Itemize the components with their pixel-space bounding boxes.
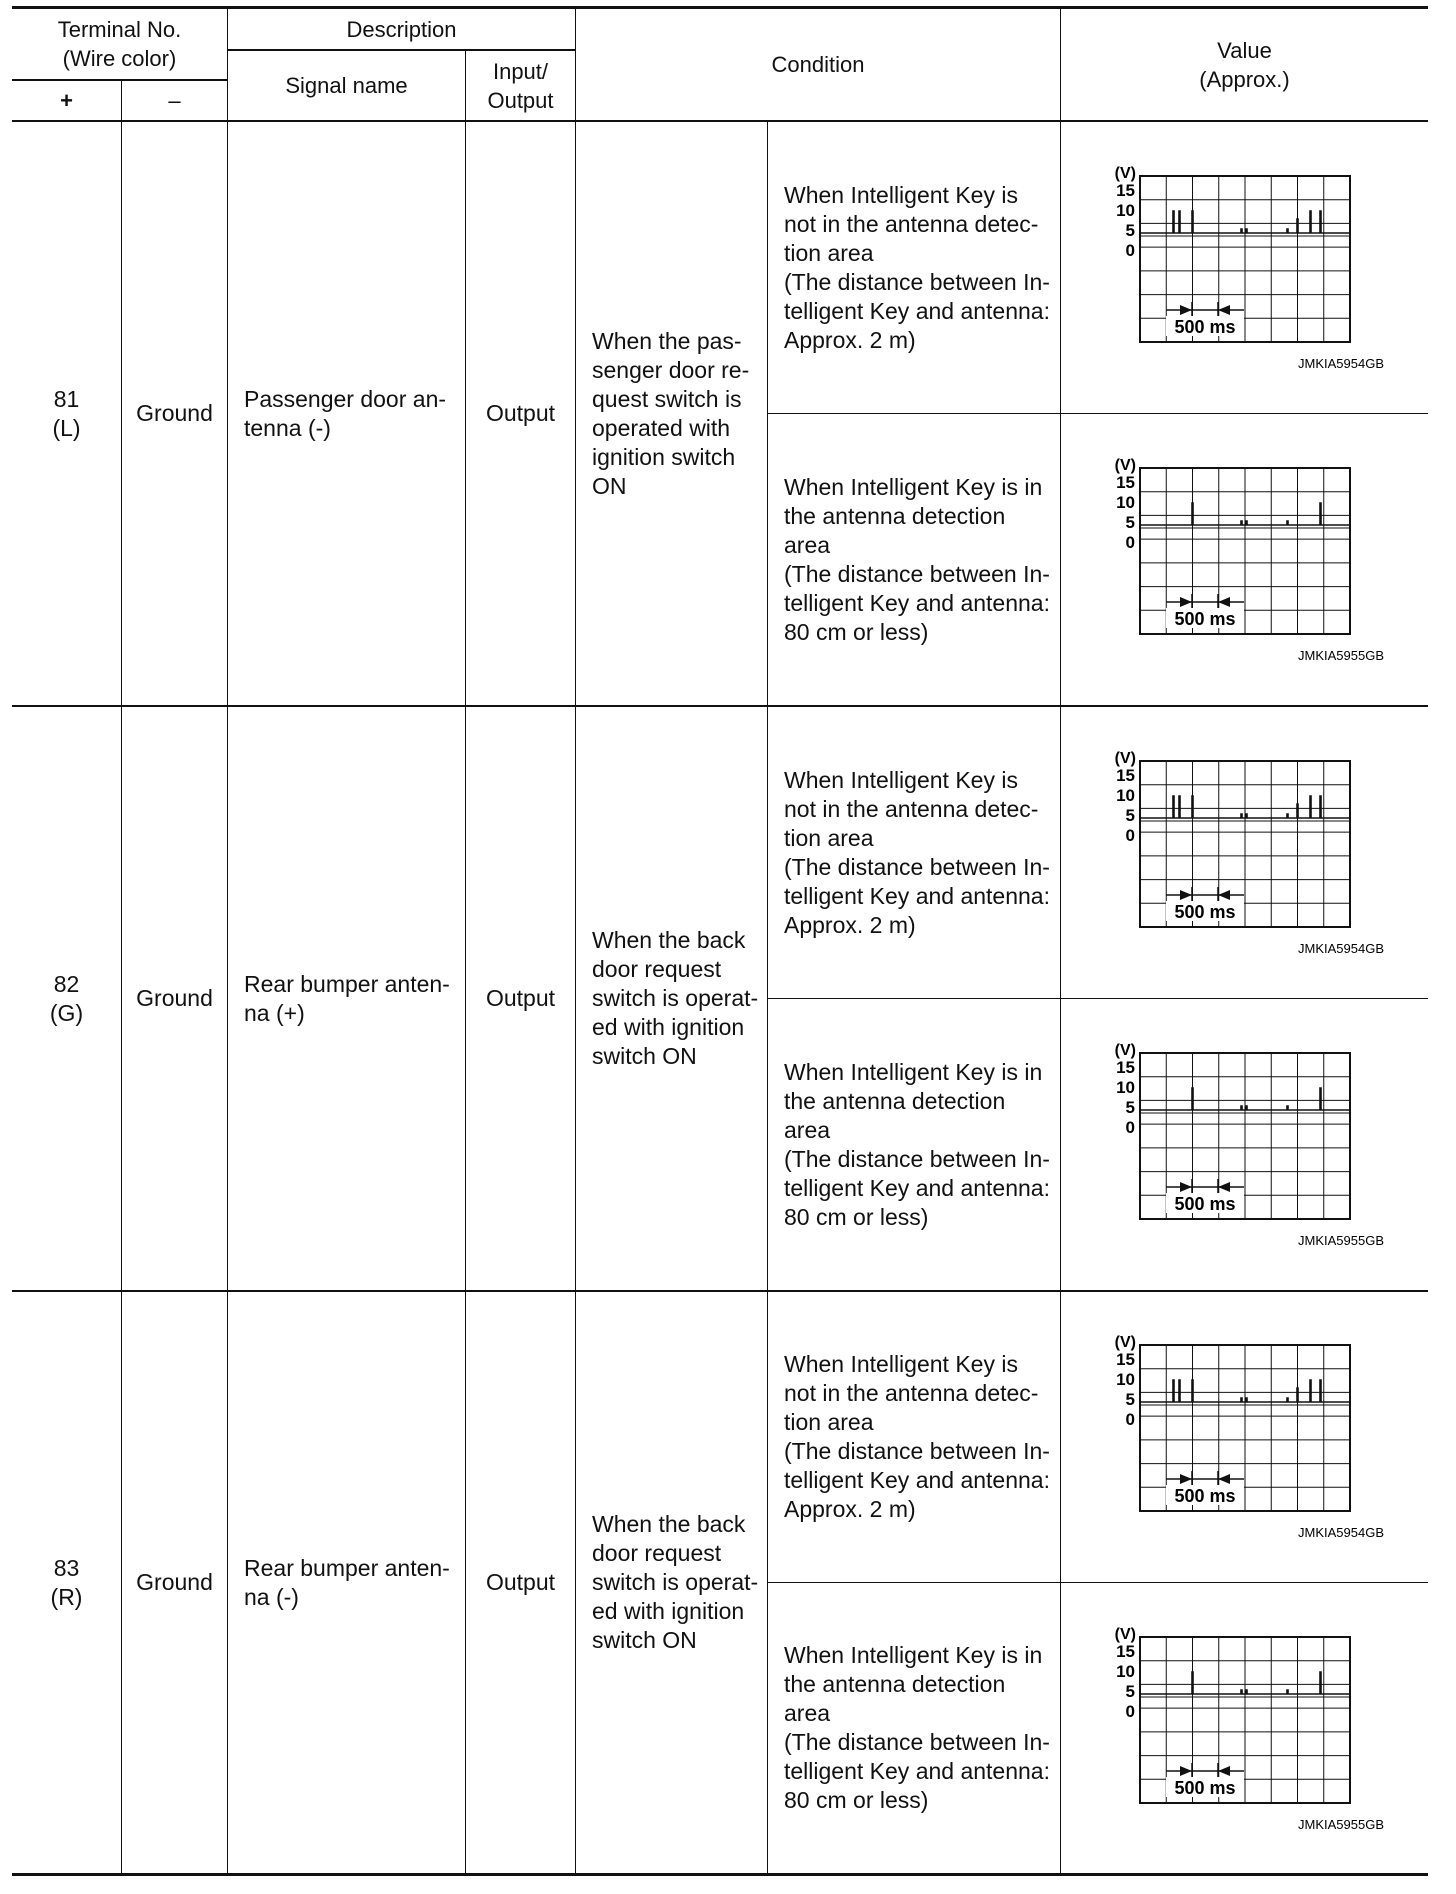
row-82-sub-2-condition: When Intelligent Key is in the antenna detection area (The distance between In- telligent Key and antenna: 80 cm or less) xyxy=(784,1058,1050,1230)
row-83-terminal: 83 (R) xyxy=(50,1554,83,1610)
header-value: Value (Approx.) xyxy=(1199,37,1290,92)
waveform-y-tick: 0 xyxy=(1125,1410,1135,1429)
waveform-y-tick: 10 xyxy=(1116,786,1135,805)
waveform-y-tick: 5 xyxy=(1125,1682,1135,1701)
waveform-y-tick: 10 xyxy=(1116,1078,1135,1097)
row-81-sub-1-condition: When Intelligent Key is not in the antenna detec- tion area (The distance between In- telligent Key and antenna: Approx. 2 m) xyxy=(784,181,1050,353)
row-83-io: Output xyxy=(485,1569,556,1595)
waveform-83-not-in-area xyxy=(1090,1329,1390,1544)
waveform-unit-label: (V) xyxy=(1114,1626,1136,1643)
figure-code: JMKIA5954GB xyxy=(1298,356,1384,370)
bottom-rule xyxy=(12,1873,1428,1876)
col-line-value xyxy=(1060,6,1061,1874)
row-81-signal: Passenger door an- tenna (-) xyxy=(244,385,447,441)
figure-code: JMKIA5954GB xyxy=(1298,1525,1384,1539)
waveform-y-tick: 15 xyxy=(1116,181,1135,200)
row-82-signal: Rear bumper anten- na (+) xyxy=(244,970,450,1026)
time-scale-label: 500 ms xyxy=(1174,317,1236,337)
waveform-y-tick: 15 xyxy=(1116,1058,1135,1077)
time-scale-label: 500 ms xyxy=(1174,1194,1236,1214)
figure-code: JMKIA5955GB xyxy=(1298,1817,1384,1831)
waveform-83-in-area xyxy=(1090,1621,1390,1836)
row-82-condition: When the back door request switch is operat- ed with ignition switch ON xyxy=(592,927,759,1069)
figure-code: JMKIA5954GB xyxy=(1298,941,1384,955)
waveform-y-tick: 0 xyxy=(1125,1702,1135,1721)
waveform-y-tick: 10 xyxy=(1116,493,1135,512)
waveform-82-in-area xyxy=(1090,1037,1390,1252)
figure-code: JMKIA5955GB xyxy=(1298,648,1384,662)
waveform-unit-label: (V) xyxy=(1114,750,1136,767)
header-description: Description xyxy=(346,16,457,42)
waveform-y-tick: 5 xyxy=(1125,1098,1135,1117)
waveform-y-tick: 10 xyxy=(1116,201,1135,220)
waveform-y-tick: 5 xyxy=(1125,1390,1135,1409)
row-83-signal: Rear bumper anten- na (-) xyxy=(244,1554,450,1610)
row-81-sub-2-condition: When Intelligent Key is in the antenna detection area (The distance between In- telligent Key and antenna: 80 cm or less) xyxy=(784,473,1050,645)
time-scale-label: 500 ms xyxy=(1174,1778,1236,1798)
waveform-y-tick: 5 xyxy=(1125,513,1135,532)
waveform-svg xyxy=(1090,745,1390,955)
row-83-sub-1-condition: When Intelligent Key is not in the antenna detec- tion area (The distance between In- telligent Key and antenna: Approx. 2 m) xyxy=(784,1351,1050,1522)
waveform-unit-label: (V) xyxy=(1114,1334,1136,1351)
row-82-terminal: 82 (G) xyxy=(49,970,84,1026)
time-scale-label: 500 ms xyxy=(1174,1486,1236,1506)
waveform-svg xyxy=(1090,160,1390,370)
waveform-y-tick: 10 xyxy=(1116,1662,1135,1681)
waveform-y-tick: 5 xyxy=(1125,221,1135,240)
waveform-unit-label: (V) xyxy=(1114,1042,1136,1059)
row-82-io: Output xyxy=(485,985,556,1011)
waveform-81-not-in-area xyxy=(1090,160,1390,375)
waveform-y-tick: 10 xyxy=(1116,1370,1135,1389)
waveform-y-tick: 15 xyxy=(1116,473,1135,492)
time-scale-label: 500 ms xyxy=(1174,609,1236,629)
row-81-io: Output xyxy=(485,400,556,426)
row-81-condition: When the pas- senger door re- quest switch is operated with ignition switch ON xyxy=(592,327,750,499)
header-plus: + xyxy=(60,88,73,113)
header-terminal-no: Terminal No. (Wire color) xyxy=(57,17,182,71)
waveform-svg xyxy=(1090,452,1390,662)
header-minus: – xyxy=(168,88,181,113)
waveform-unit-label: (V) xyxy=(1114,165,1136,182)
row-83-minus: Ground xyxy=(136,1569,213,1595)
waveform-svg xyxy=(1090,1621,1390,1831)
waveform-unit-label: (V) xyxy=(1114,457,1136,474)
time-scale-label: 500 ms xyxy=(1174,902,1236,922)
row-83-condition: When the back door request switch is operat- ed with ignition switch ON xyxy=(592,1511,759,1653)
figure-code: JMKIA5955GB xyxy=(1298,1233,1384,1247)
waveform-svg xyxy=(1090,1037,1390,1247)
waveform-y-tick: 0 xyxy=(1125,533,1135,552)
waveform-y-tick: 0 xyxy=(1125,826,1135,845)
header-input-output: Input/ Output xyxy=(487,58,554,113)
row-81-minus: Ground xyxy=(136,400,213,426)
row-82-minus: Ground xyxy=(136,985,213,1011)
header-signal-name: Signal name xyxy=(285,73,408,98)
row-82-sub-1-condition: When Intelligent Key is not in the antenna detec- tion area (The distance between In- telligent Key and antenna: Approx. 2 m) xyxy=(784,766,1050,938)
waveform-y-tick: 0 xyxy=(1125,1118,1135,1137)
waveform-y-tick: 15 xyxy=(1116,1350,1135,1369)
row-81-terminal: 81 (L) xyxy=(52,385,81,441)
row-83-sub-2-condition: When Intelligent Key is in the antenna detection area (The distance between In- telligent Key and antenna: 80 cm or less) xyxy=(784,1642,1050,1813)
header-condition: Condition xyxy=(771,52,865,77)
waveform-y-tick: 15 xyxy=(1116,1642,1135,1661)
waveform-svg xyxy=(1090,1329,1390,1539)
waveform-82-not-in-area xyxy=(1090,745,1390,960)
waveform-81-in-area xyxy=(1090,452,1390,667)
waveform-y-tick: 5 xyxy=(1125,806,1135,825)
waveform-y-tick: 15 xyxy=(1116,766,1135,785)
waveform-y-tick: 0 xyxy=(1125,241,1135,260)
